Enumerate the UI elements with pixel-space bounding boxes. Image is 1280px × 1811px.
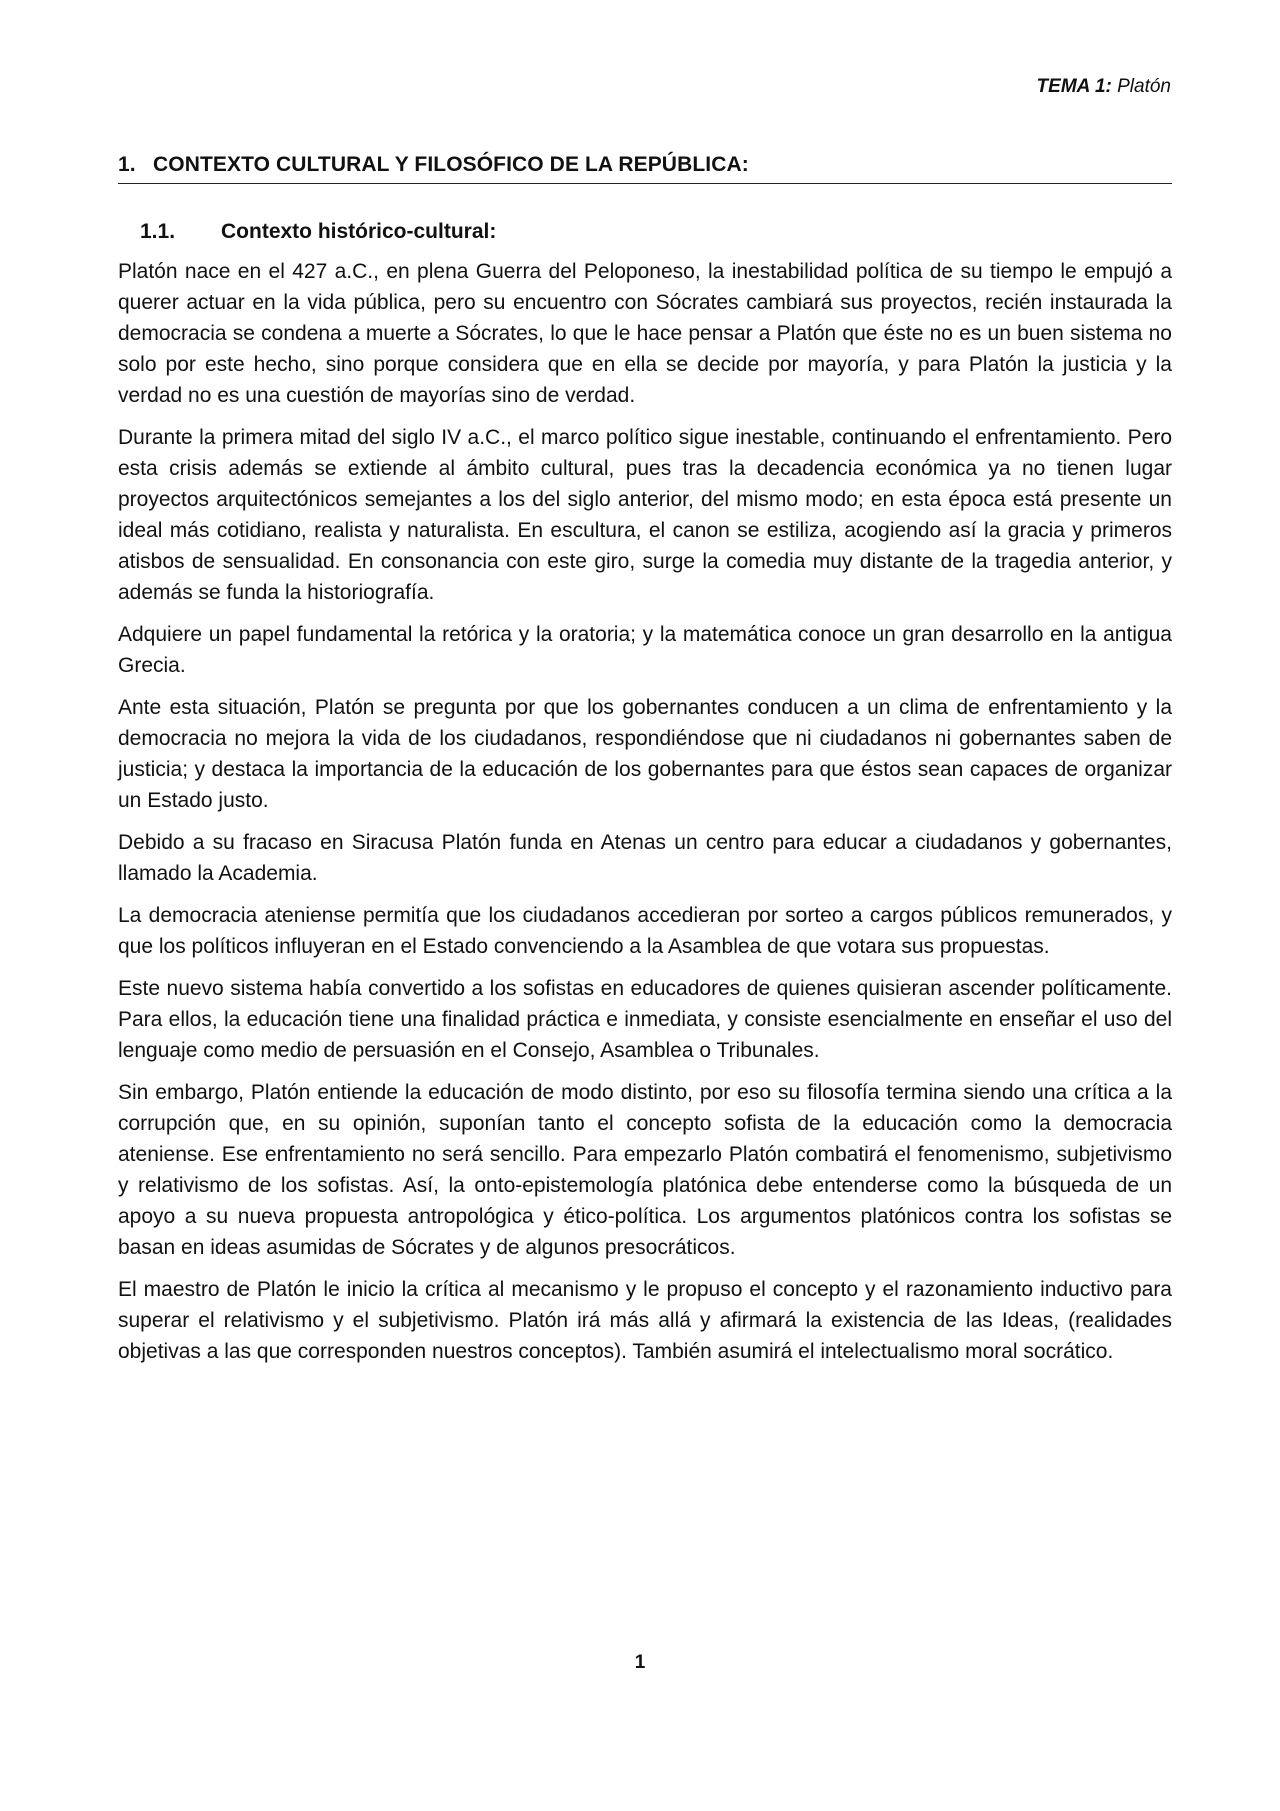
- paragraph: El maestro de Platón le inicio la crítica al mecanismo y le propuso el concepto y el razonamiento inductivo para superar el relativismo y el subjetivismo. Platón irá más allá y afirmará la existencia de las Ideas, (realidades objetivas a las que corresponden nuestros conceptos). También asumirá el intelectualismo moral socrático.: [118, 1278, 1172, 1363]
- paragraph: Sin embargo, Platón entiende la educación de modo distinto, por eso su filosofía termina siendo una crítica a la corrupción que, en su opinión, suponían tanto el concepto sofista de la educación como la democracia ateniense. Ese enfrentamiento no será sencillo. Para empezarlo Platón combatirá el fenomenismo, subjetivismo y relativismo de los sofistas. Así, la onto-epistemología platónica debe entenderse como la búsqueda de un apoyo a su nueva propuesta antropológica y ético-política. Los argumentos platónicos contra los sofistas se basan en ideas asumidas de Sócrates y de algunos presocráticos.: [118, 1081, 1172, 1259]
- subsection-title: Contexto histórico-cultural:: [221, 220, 497, 243]
- paragraph: Este nuevo sistema había convertido a los sofistas en educadores de quienes quisieran ascender políticamente. Para ellos, la educación tiene una finalidad práctica e inmediata, y consiste esencialmente en enseñar el uso del lenguaje como medio de persuasión en el Consejo, Asamblea o Tribunales.: [118, 977, 1172, 1062]
- paragraph: Debido a su fracaso en Siracusa Platón funda en Atenas un centro para educar a ciudadanos y gobernantes, llamado la Academia.: [118, 831, 1172, 885]
- paragraph: Ante esta situación, Platón se pregunta por que los gobernantes conducen a un clima de enfrentamiento y la democracia no mejora la vida de los ciudadanos, respondiéndose que ni ciudadanos ni gobernantes saben de justicia; y destaca la importancia de la educación de los gobernantes para que éstos sean capaces de organizar un Estado justo.: [118, 696, 1172, 812]
- section-heading: [118, 153, 1172, 184]
- header-tema-label: TEMA 1:: [1036, 76, 1112, 97]
- header-tema-title: Platón: [1117, 76, 1171, 97]
- subsection-number: 1.1.: [140, 220, 176, 243]
- paragraph: Adquiere un papel fundamental la retórica y la oratoria; y la matemática conoce un gran desarrollo en la antigua Grecia.: [118, 623, 1172, 677]
- section-title: CONTEXTO CULTURAL Y FILOSÓFICO DE LA REPÚBLICA:: [153, 153, 749, 176]
- page-number: 1: [634, 1652, 646, 1673]
- paragraph: Durante la primera mitad del siglo IV a.C., el marco político sigue inestable, continuando el enfrentamiento. Pero esta crisis además se extiende al ámbito cultural, pues tras la decadencia económica ya no tienen lugar proyectos arquitectónicos semejantes a los del siglo anterior, del mismo modo; en esta época está presente un ideal más cotidiano, realista y naturalista. En escultura, el canon se estiliza, acogiendo así la gracia y primeros atisbos de sensualidad. En consonancia con este giro, surge la comedia muy distante de la tragedia anterior, y además se funda la historiografía.: [118, 426, 1172, 604]
- document-body: [118, 153, 1172, 1378]
- paragraph: La democracia ateniense permitía que los ciudadanos accedieran por sorteo a cargos públicos remunerados, y que los políticos influyeran en el Estado convenciendo a la Asamblea de que votara sus propuestas.: [118, 904, 1172, 958]
- section-number: 1.: [118, 153, 136, 176]
- subsection-heading: [140, 220, 1172, 244]
- paragraph: Platón nace en el 427 a.C., en plena Guerra del Peloponeso, la inestabilidad política de su tiempo le empujó a querer actuar en la vida pública, pero su encuentro con Sócrates cambiará sus proyectos, recién instaurada la democracia se condena a muerte a Sócrates, lo que le hace pensar a Platón que éste no es un buen sistema no solo por este hecho, sino porque considera que en ella se decide por mayoría, y para Platón la justicia y la verdad no es una cuestión de mayorías sino de verdad.: [118, 260, 1172, 407]
- running-header: [1037, 76, 1171, 98]
